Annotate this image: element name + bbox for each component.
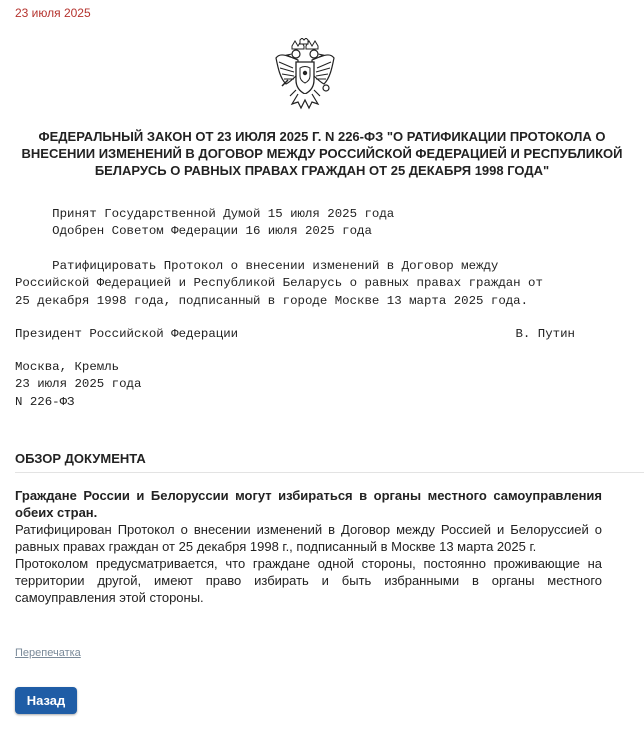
overview-paragraph: Ратифицирован Протокол о внесении изменений в Договор между Россией и Белоруссией о равных правах граждан от 25 декабря 1998 г., подписанный в Москве 13 марта 2025 г. xyxy=(15,522,602,554)
adoption-line: Принят Государственной Думой 15 июля 2025 года xyxy=(15,207,395,221)
law-number-line: N 226-ФЗ xyxy=(15,394,75,409)
law-body xyxy=(15,258,543,310)
overview-heading: ОБЗОР ДОКУМЕНТА xyxy=(15,451,644,473)
adoption-info xyxy=(15,206,394,241)
overview-lead: Граждане России и Белоруссии могут избираться в органы местного самоуправления обеих стран. xyxy=(15,488,602,520)
reprint-link[interactable]: Перепечатка xyxy=(15,647,81,659)
overview-paragraph: Протоколом предусматривается, что граждане одной стороны, постоянно проживающие на территории другой, имеют право избирать и быть избранными в органы местного самоуправления этой стороны. xyxy=(15,556,602,605)
law-body-line: Российской Федерацией и Республикой Беларусь о равных правах граждан от xyxy=(15,276,543,291)
date-line: 23 июля 2025 года xyxy=(15,377,142,392)
overview-content xyxy=(15,487,602,606)
signature-block xyxy=(15,326,575,343)
place-line: Москва, Кремль xyxy=(15,360,120,374)
russian-coat-of-arms-icon xyxy=(274,38,336,110)
president-name: В. Путин xyxy=(515,327,575,341)
law-body-line: 25 декабря 1998 года, подписанный в городе Москве 13 марта 2025 года. xyxy=(15,293,529,308)
adoption-line: Одобрен Советом Федерации 16 июля 2025 года xyxy=(15,224,372,239)
law-body-line: Ратифицировать Протокол о внесении изменений в Договор между xyxy=(15,259,499,273)
back-button[interactable]: Назад xyxy=(15,687,77,714)
law-title: ФЕДЕРАЛЬНЫЙ ЗАКОН ОТ 23 ИЮЛЯ 2025 Г. N 226-ФЗ "О РАТИФИКАЦИИ ПРОТОКОЛА О ВНЕСЕНИИ ИЗМЕНЕНИЙ В ДОГОВОР МЕЖДУ РОССИЙСКОЙ ФЕДЕРАЦИЕЙ И РЕСПУБЛИКОЙ БЕЛАРУСЬ О РАВНЫХ ПРАВАХ ГРАЖДАН ОТ 25 ДЕКАБРЯ 1998 ГОДА" xyxy=(21,129,623,178)
publication-date: 23 июля 2025 xyxy=(15,6,91,20)
signing-place xyxy=(15,359,141,411)
president-title: Президент Российской Федерации xyxy=(15,327,239,341)
